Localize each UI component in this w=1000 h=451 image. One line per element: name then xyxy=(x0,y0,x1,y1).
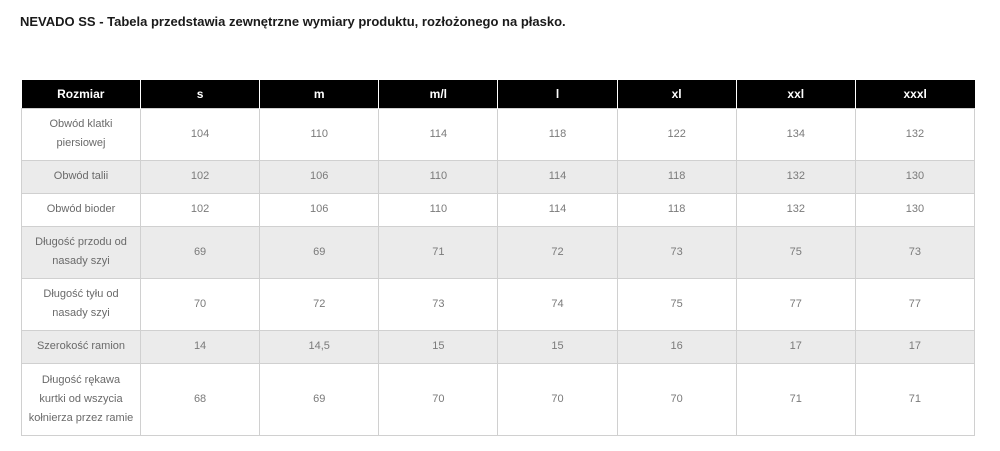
table-cell: 72 xyxy=(498,226,617,278)
row-label: Obwód klatki piersiowej xyxy=(22,108,141,160)
table-cell: 16 xyxy=(617,330,736,363)
header-l: l xyxy=(498,80,617,108)
table-row xyxy=(22,278,975,330)
table-cell: 17 xyxy=(736,330,855,363)
table-cell: 70 xyxy=(379,363,498,435)
table-row xyxy=(22,160,975,193)
table-cell: 70 xyxy=(498,363,617,435)
table-cell: 75 xyxy=(736,226,855,278)
table-cell: 74 xyxy=(498,278,617,330)
row-label: Obwód bioder xyxy=(22,193,141,226)
table-cell: 134 xyxy=(736,108,855,160)
table-cell: 77 xyxy=(736,278,855,330)
table-cell: 70 xyxy=(141,278,260,330)
table-cell: 102 xyxy=(141,193,260,226)
table-row xyxy=(22,330,975,363)
table-cell: 110 xyxy=(379,160,498,193)
table-cell: 132 xyxy=(736,193,855,226)
table-cell: 73 xyxy=(855,226,974,278)
table-cell: 110 xyxy=(379,193,498,226)
header-m: m xyxy=(260,80,379,108)
table-header-row xyxy=(22,80,975,108)
table-cell: 132 xyxy=(736,160,855,193)
row-label: Długość tyłu od nasady szyi xyxy=(22,278,141,330)
table-cell: 118 xyxy=(617,193,736,226)
table-cell: 14,5 xyxy=(260,330,379,363)
table-cell: 106 xyxy=(260,160,379,193)
table-cell: 114 xyxy=(498,193,617,226)
table-cell: 17 xyxy=(855,330,974,363)
table-cell: 71 xyxy=(855,363,974,435)
table-cell: 114 xyxy=(379,108,498,160)
row-label: Szerokość ramion xyxy=(22,330,141,363)
header-s: s xyxy=(141,80,260,108)
table-cell: 118 xyxy=(617,160,736,193)
row-label: Długość przodu od nasady szyi xyxy=(22,226,141,278)
table-cell: 77 xyxy=(855,278,974,330)
table-cell: 122 xyxy=(617,108,736,160)
table-cell: 69 xyxy=(141,226,260,278)
header-size: Rozmiar xyxy=(22,80,141,108)
table-cell: 73 xyxy=(617,226,736,278)
table-cell: 130 xyxy=(855,160,974,193)
table-row xyxy=(22,363,975,435)
table-row xyxy=(22,108,975,160)
table-cell: 72 xyxy=(260,278,379,330)
table-cell: 71 xyxy=(736,363,855,435)
table-cell: 102 xyxy=(141,160,260,193)
table-row xyxy=(22,193,975,226)
header-xxxl: xxxl xyxy=(855,80,974,108)
table-cell: 73 xyxy=(379,278,498,330)
row-label: Długość rękawa kurtki od wszycia kołnierza przez ramie xyxy=(22,363,141,435)
table-cell: 110 xyxy=(260,108,379,160)
table-cell: 104 xyxy=(141,108,260,160)
page-title: NEVADO SS - Tabela przedstawia zewnętrzne wymiary produktu, rozłożonego na płasko. xyxy=(20,14,566,29)
table-cell: 14 xyxy=(141,330,260,363)
table-cell: 106 xyxy=(260,193,379,226)
size-chart-table xyxy=(21,80,975,436)
table-cell: 70 xyxy=(617,363,736,435)
table-cell: 71 xyxy=(379,226,498,278)
table-cell: 15 xyxy=(498,330,617,363)
table-cell: 15 xyxy=(379,330,498,363)
table-cell: 75 xyxy=(617,278,736,330)
table-row xyxy=(22,226,975,278)
table-cell: 130 xyxy=(855,193,974,226)
table-cell: 118 xyxy=(498,108,617,160)
table-cell: 68 xyxy=(141,363,260,435)
table-cell: 69 xyxy=(260,363,379,435)
table-cell: 69 xyxy=(260,226,379,278)
header-m-l: m/l xyxy=(379,80,498,108)
table-cell: 114 xyxy=(498,160,617,193)
row-label: Obwód talii xyxy=(22,160,141,193)
header-xxl: xxl xyxy=(736,80,855,108)
header-xl: xl xyxy=(617,80,736,108)
table-cell: 132 xyxy=(855,108,974,160)
